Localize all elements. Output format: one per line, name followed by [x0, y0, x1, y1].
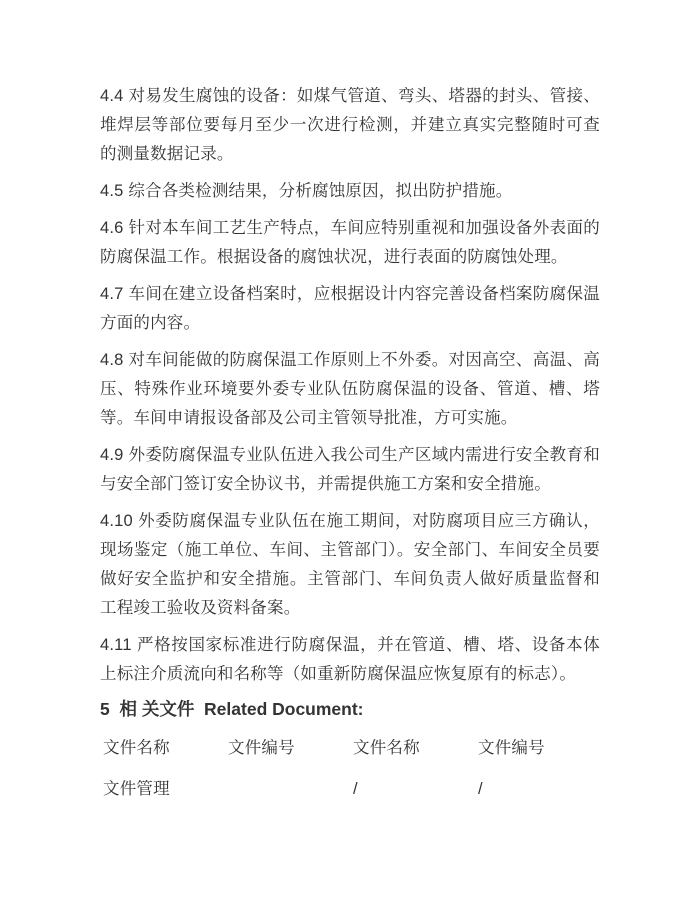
paragraph-4-9: 4.9 外委防腐保温专业队伍进入我公司生产区域内需进行安全教育和与安全部门签订安全协议书，并需提供施工方案和安全措施。	[100, 446, 600, 493]
paragraph-4-6: 4.6 针对本车间工艺生产特点，车间应特别重视和加强设备外表面的防腐保温工作。根据设备的腐蚀状况，进行表面的防腐蚀处理。	[100, 219, 600, 266]
section-heading-related-documents: 5 相 关文件 Related Document:	[100, 699, 364, 719]
table-header-cell-doc-name-2: 文件名称	[353, 739, 420, 757]
table-header-cell-doc-name-1: 文件名称	[103, 739, 170, 757]
paragraph-4-11: 4.11 严格按国家标准进行防腐保温，并在管道、槽、塔、设备本体上标注介质流向和名称等（如重新防腐保温应恢复原有的标志）。	[100, 636, 600, 683]
table-header-cell-doc-number-2: 文件编号	[478, 739, 545, 757]
paragraph-4-10: 4.10 外委防腐保温专业队伍在施工期间，对防腐项目应三方确认，现场鉴定（施工单位、车间、主管部门）。安全部门、车间安全员要做好安全监护和安全措施。主管部门、车间负责人做好质量监督和工程竣工验收及资料备案。	[100, 512, 600, 617]
table-row	[100, 771, 600, 812]
table-cell-doc-name-2: /	[353, 780, 358, 798]
related-documents-table	[100, 730, 600, 812]
paragraph-4-7: 4.7 车间在建立设备档案时，应根据设计内容完善设备档案防腐保温方面的内容。	[100, 285, 600, 332]
table-cell-doc-name-1: 文件管理	[103, 780, 170, 798]
paragraph-4-4: 4.4 对易发生腐蚀的设备：如煤气管道、弯头、塔器的封头、管接、堆焊层等部位要每月至少一次进行检测，并建立真实完整随时可查的测量数据记录。	[100, 87, 600, 163]
paragraph-4-8: 4.8 对车间能做的防腐保温工作原则上不外委。对因高空、高温、高压、特殊作业环境要外委专业队伍防腐保温的设备、管道、槽、塔等。车间申请报设备部及公司主管领导批准，方可实施。	[100, 351, 600, 427]
table-cell-doc-number-2: /	[478, 780, 483, 798]
table-header-cell-doc-number-1: 文件编号	[228, 739, 295, 757]
table-header-row	[100, 730, 600, 771]
table-cell-doc-number-1	[225, 771, 350, 812]
paragraph-4-5: 4.5 综合各类检测结果，分析腐蚀原因，拟出防护措施。	[100, 182, 513, 200]
